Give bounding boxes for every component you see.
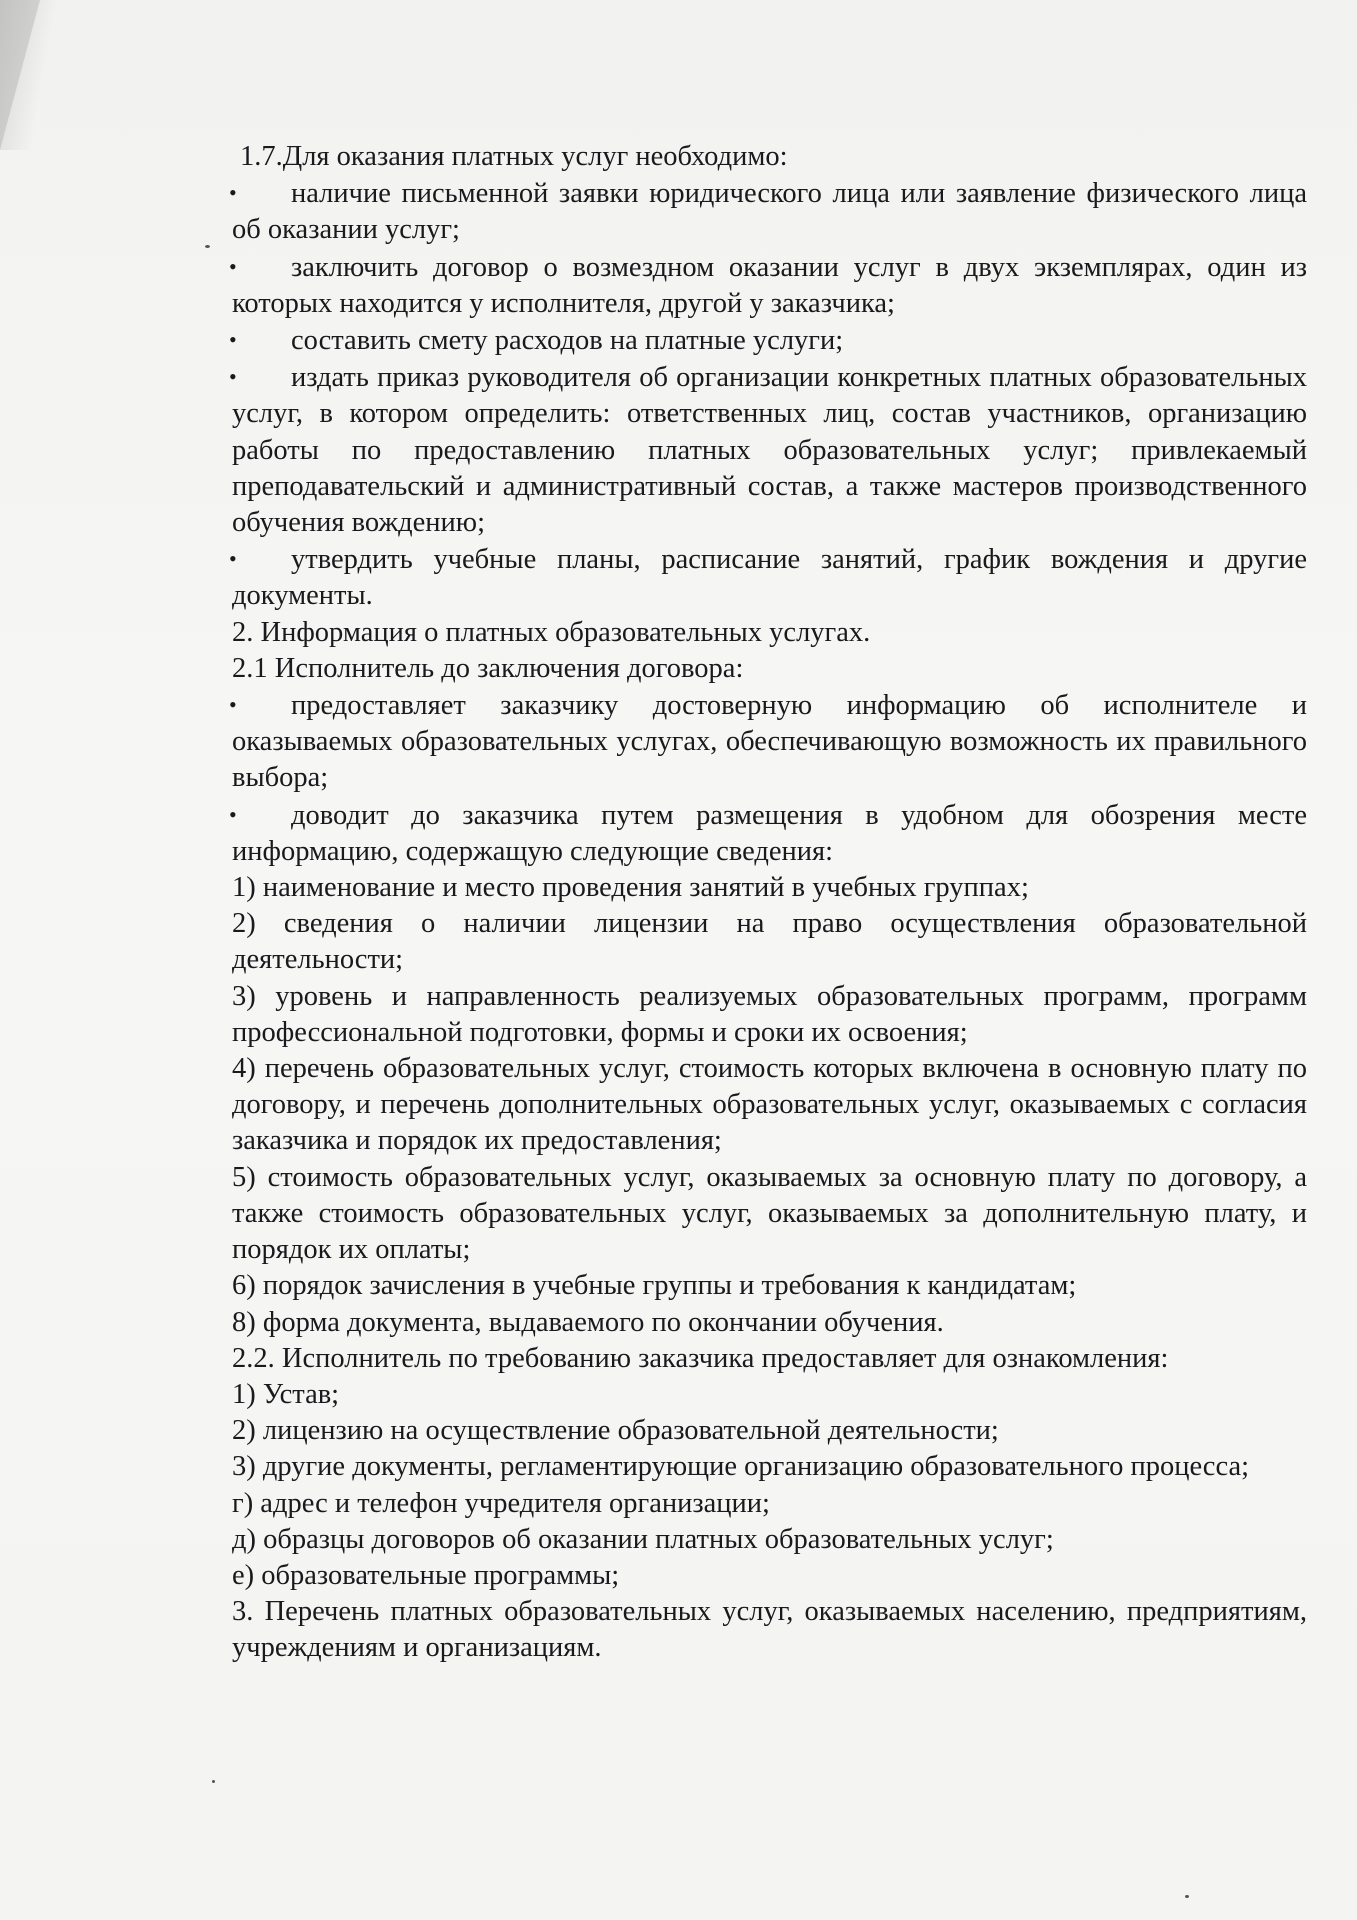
list-item-3: 3) уровень и направленность реализуемых образовательных программ, программ профессиональной подготовки, формы и сроки их освоения; bbox=[232, 980, 1307, 1048]
scan-speck bbox=[1185, 1895, 1189, 1898]
list-item-8: 8) форма документа, выдаваемого по окончании обучения. bbox=[232, 1306, 944, 1338]
paragraph-2-1: 2.1 Исполнитель до заключения договора: bbox=[232, 652, 744, 684]
bullet-text: доводит до заказчика путем размещения в удобном для обозрения месте информацию, содержащую следующие сведения: bbox=[232, 799, 1307, 867]
bullet-item-contract bbox=[229, 249, 1307, 322]
list-item-2: 2) сведения о наличии лицензии на право осуществления образовательной деятельности; bbox=[232, 908, 1307, 976]
bullet-item-provide-info bbox=[229, 687, 1307, 797]
section-heading-3: 3. Перечень платных образовательных услуг, оказываемых населению, предприятиям, учреждениям и организациям. bbox=[232, 1596, 1307, 1664]
list-item-5: 5) стоимость образовательных услуг, оказываемых за основную плату по договору, а также стоимость образовательных услуг, оказываемых за дополнительную плату, и порядок их оплаты; bbox=[232, 1161, 1307, 1266]
list-item-1: 1) наименование и место проведения занятий в учебных группах; bbox=[232, 872, 1029, 904]
bullet-text: заключить договор о возмездном оказании услуг в двух экземплярах, один из которых находится у исполнителя, другой у заказчика; bbox=[232, 251, 1307, 319]
bullet-item-order bbox=[229, 359, 1307, 541]
bullet-text: утвердить учебные планы, расписание занятий, график вождения и другие документы. bbox=[232, 544, 1307, 612]
list-item-programs: е) образовательные программы; bbox=[232, 1559, 620, 1591]
bullet-item-post-info bbox=[229, 797, 1307, 870]
bullet-item-budget bbox=[229, 322, 1307, 359]
bullet-text: составить смету расходов на платные услуги; bbox=[291, 325, 844, 357]
list-item-4: 4) перечень образовательных услуг, стоимость которых включена в основную плату по договору, и перечень дополнительных образовательных услуг, оказываемых с согласия заказчика и порядок их предоставления; bbox=[232, 1053, 1307, 1157]
bullet-text: наличие письменной заявки юридического лица или заявление физического лица об оказании услуг; bbox=[232, 178, 1307, 246]
bullet-icon: • bbox=[229, 692, 237, 718]
list-item-6: 6) порядок зачисления в учебные группы и требования к кандидатам; bbox=[232, 1270, 1077, 1302]
bullet-text: предоставляет заказчику достоверную информацию об исполнителе и оказываемых образовательных услугах, обеспечивающую возможность их правильного выбора; bbox=[232, 690, 1307, 794]
list-item-contract-samples: д) образцы договоров об оказании платных образовательных услуг; bbox=[232, 1523, 1054, 1555]
bullet-item-curriculum bbox=[229, 541, 1307, 614]
section-heading-2: 2. Информация о платных образовательных услугах. bbox=[232, 616, 871, 648]
paragraph-1-7: 1.7.Для оказания платных услуг необходимо: bbox=[240, 141, 788, 172]
bullet-icon: • bbox=[229, 546, 237, 572]
list-item-charter: 1) Устав; bbox=[232, 1378, 340, 1410]
scan-speck bbox=[212, 1780, 215, 1783]
bullet-icon: • bbox=[229, 801, 237, 827]
bullet-icon: • bbox=[229, 327, 237, 353]
bullet-item-written-request bbox=[229, 175, 1307, 248]
bullet-icon: • bbox=[229, 253, 237, 279]
list-item-founder-address: г) адрес и телефон учредителя организации; bbox=[232, 1487, 770, 1519]
bullet-text: издать приказ руководителя об организации конкретных платных образовательных услуг, в котором определить: ответственных лиц, состав участников, организацию работы по предоставлению платных образовательных услуг; привлекаемый преподавательский и административный состав, а также мастеров производственного обучения вождению; bbox=[232, 362, 1307, 539]
bullet-icon: • bbox=[229, 180, 237, 206]
bullet-icon: • bbox=[229, 364, 237, 390]
scan-speck bbox=[205, 245, 210, 248]
list-item-other-documents: 3) другие документы, регламентирующие организацию образовательного процесса; bbox=[232, 1451, 1250, 1483]
folded-corner-shadow bbox=[0, 0, 70, 150]
document-body bbox=[229, 139, 1307, 1667]
paragraph-2-2: 2.2. Исполнитель по требованию заказчика предоставляет для ознакомления: bbox=[232, 1342, 1169, 1374]
list-item-license: 2) лицензию на осуществление образовательной деятельности; bbox=[232, 1415, 999, 1447]
